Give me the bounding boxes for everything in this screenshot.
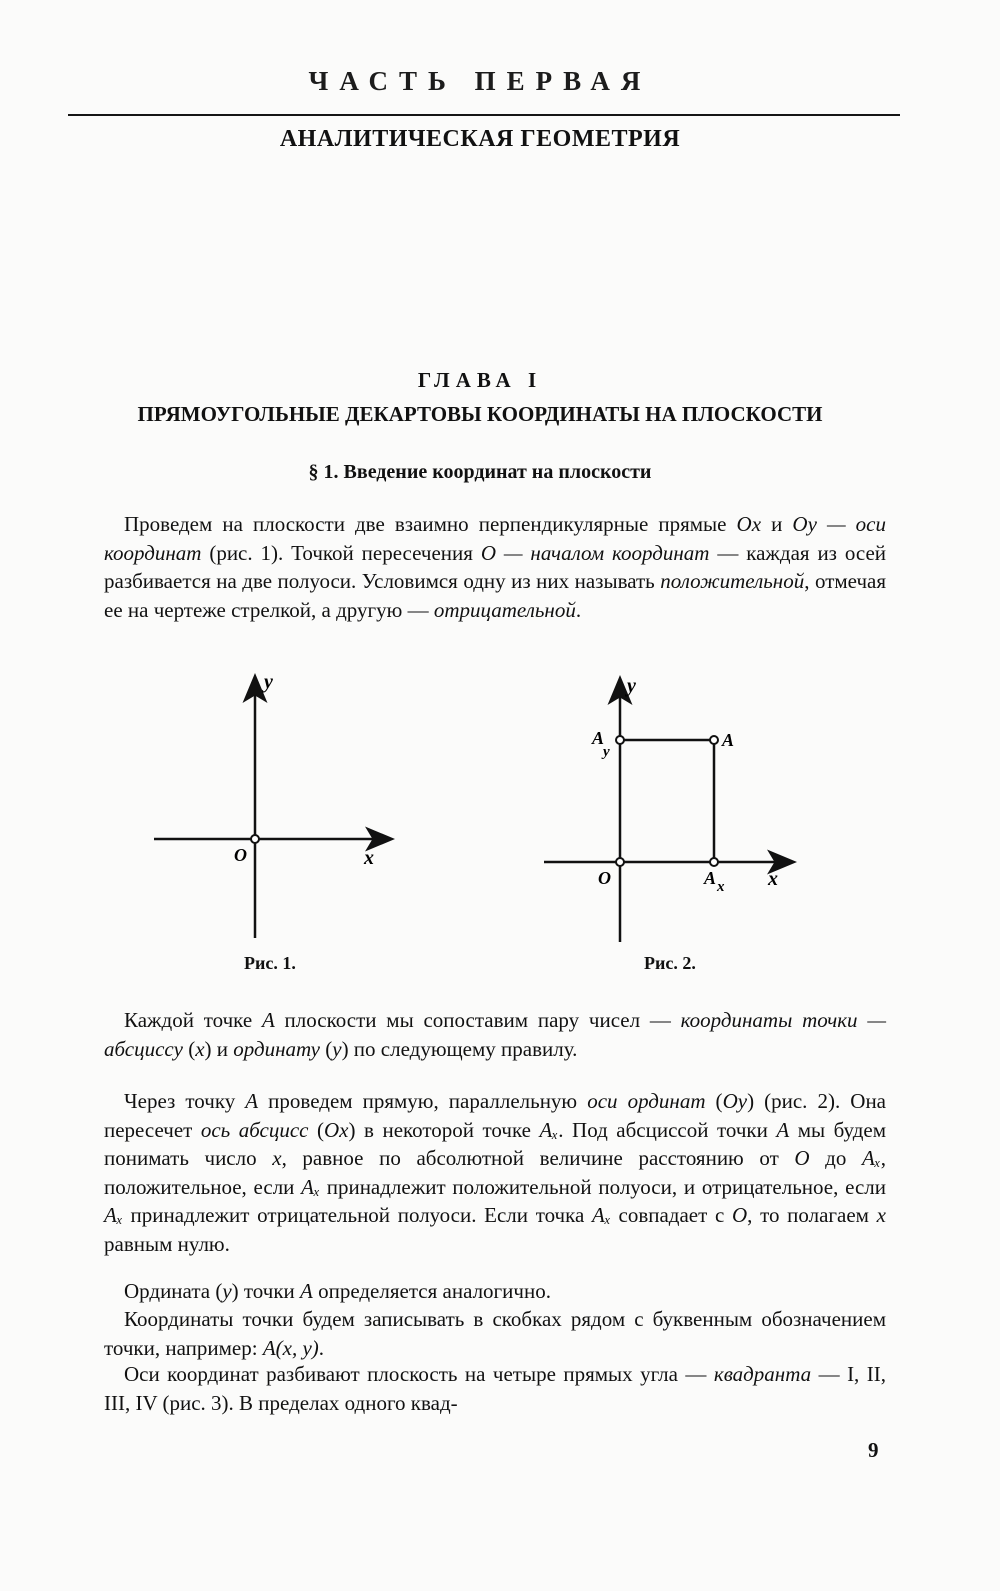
figure-2-caption: Рис. 2. [644, 953, 696, 973]
part-title: ЧАСТЬ ПЕРВАЯ [308, 66, 652, 96]
point-ax-label: A [704, 868, 717, 888]
paragraph-2: Каждой точке A плоскости мы сопоставим пару чисел — координаты точки — абсциссу (x) и ординату (y) по следующему правилу. [104, 1008, 887, 1061]
point-ay-label: A [592, 728, 605, 748]
point-ay [616, 736, 624, 744]
chapter-title: ПРЯМОУГОЛЬНЫЕ ДЕКАРТОВЫ КООРДИНАТЫ НА ПЛОСКОСТИ [137, 402, 823, 426]
origin-label: O [234, 845, 247, 865]
point-ax [710, 858, 718, 866]
paragraph-3: Через точку A проведем прямую, параллельную оси ординат (Oy) (рис. 2). Она пересечет ось абсцисс (Ox) в некоторой точке Aₓ. Под абсциссой точки A мы будем понимать число x, равное по абсолютной величине расстоянию от O до Aₓ, положительное, если Aₓ принадлежит положительной полуоси, и отрицательное, если Aₓ принадлежит отрицательной полуоси. Если точка Aₓ совпадает с O, то полагаем x равным нулю. [104, 1089, 887, 1256]
paragraph-6: Оси координат разбивают плоскость на четыре прямых угла — квадранта — I, II, III, IV (рис. 3). В пределах одного квад- [104, 1362, 887, 1415]
header-rule [68, 114, 900, 116]
figure-1-caption: Рис. 1. [244, 953, 296, 973]
point-ay-subscript: y [603, 744, 610, 760]
paragraph-5: Координаты точки будем записывать в скобках рядом с буквенным обозначением точки, например: A(x, y). [104, 1307, 886, 1360]
y-axis-label: y [627, 675, 636, 697]
paragraph-1: Проведем на плоскости две взаимно перпендикулярные прямые Ox и Oy — оси координат (рис. 1). Точкой пересечения O — началом координат — каждая из осей разбивается на две полуоси. Условимся одну из них называть положительной, отмечая ее на чертеже стрелкой, а другую — отрицательной. [104, 512, 887, 622]
point-ax-subscript: x [717, 879, 725, 895]
paragraph-4: Ордината (y) точки A определяется аналогично. [124, 1279, 551, 1303]
origin-label: O [598, 868, 611, 888]
paragraph-heading: § 1. Введение координат на плоскости [308, 461, 652, 483]
x-axis-label: x [768, 868, 778, 890]
point-a [710, 736, 718, 744]
figure-2-axes [540, 672, 800, 948]
figure-1-axes [150, 668, 400, 948]
x-axis-label: x [364, 847, 374, 869]
section-title: АНАЛИТИЧЕСКАЯ ГЕОМЕТРИЯ [279, 126, 681, 152]
chapter-label: ГЛАВА I [417, 368, 543, 392]
point-a-label: A [722, 730, 735, 750]
y-axis-label: y [264, 671, 273, 693]
page-number: 9 [868, 1438, 879, 1462]
origin-point [616, 858, 624, 866]
origin-point [251, 835, 259, 843]
